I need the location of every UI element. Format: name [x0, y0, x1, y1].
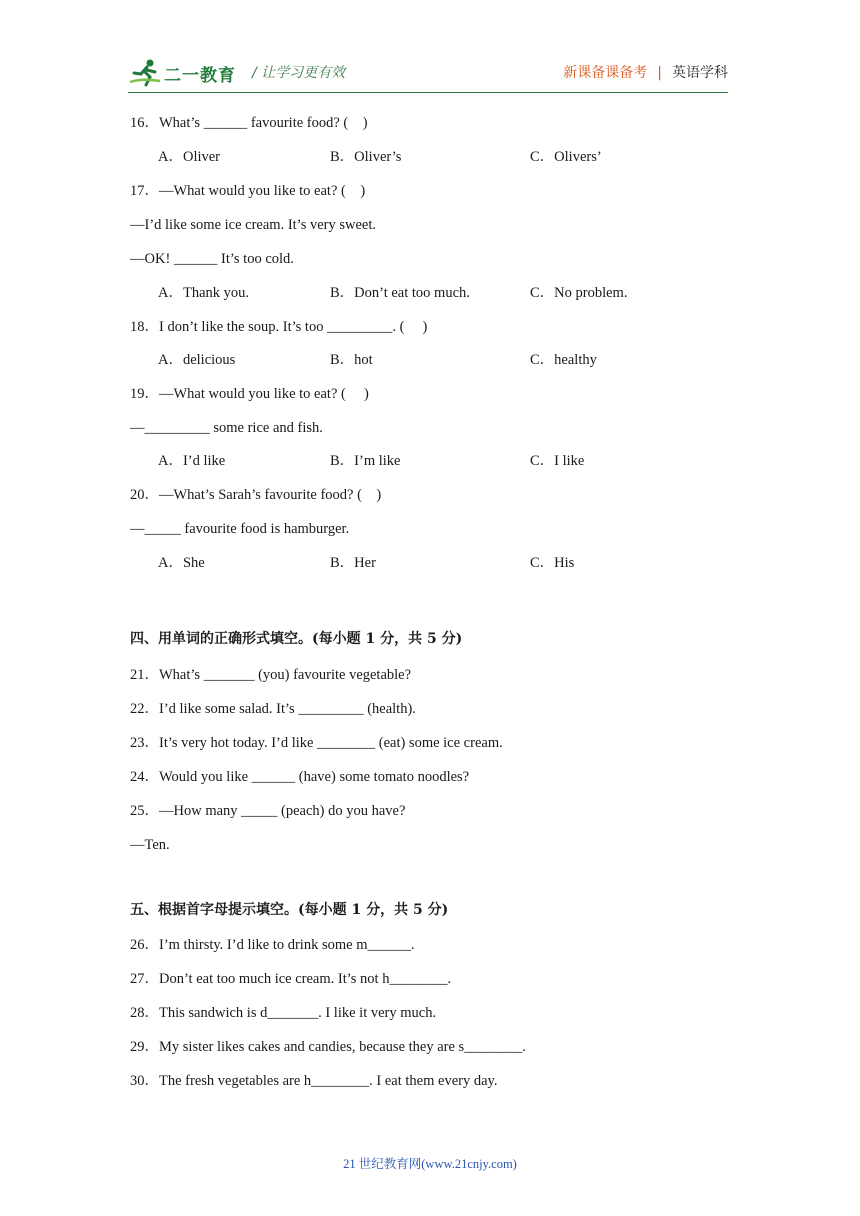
question-20-line-2: —_____ favourite food is hamburger. [130, 521, 350, 537]
q18-option-a: A．delicious [158, 352, 236, 368]
header-right [563, 62, 728, 82]
q17-option-c: C．No problem. [530, 285, 628, 301]
question-30: 30．The fresh vegetables are h________. I eat them every day. [130, 1073, 498, 1089]
question-19-line-2: —_________ some rice and fish. [130, 420, 323, 436]
page-header [128, 56, 728, 92]
question-29: 29．My sister likes cakes and candies, because they are s________. [130, 1039, 526, 1055]
header-separator: | [657, 65, 662, 81]
q20-option-c: C．His [530, 555, 575, 571]
question-23: 23．It’s very hot today. I’d like ________ (eat) some ice cream. [130, 735, 503, 751]
q16-option-c: C．Olivers’ [530, 149, 602, 165]
header-tag-prep: 新课备课备考 [563, 65, 648, 81]
slogan: / 让学习更有效 [252, 65, 346, 81]
question-27: 27．Don’t eat too much ice cream. It’s not h________. [130, 971, 452, 987]
q16-option-b: B．Oliver’s [330, 149, 402, 165]
question-17: 17．—What would you like to eat? ( ) [130, 183, 366, 199]
question-17-line-3: —OK! ______ It’s too cold. [130, 251, 294, 267]
q19-option-a: A．I’d like [158, 453, 226, 469]
q17-option-a: A．Thank you. [158, 285, 250, 301]
question-19: 19．—What would you like to eat? ( ) [130, 386, 369, 402]
logo-text: 二一教育 [164, 65, 236, 86]
q19-option-b: B．I’m like [330, 453, 401, 469]
q16-option-a: A．Oliver [158, 149, 221, 165]
runner-logo-icon [128, 58, 162, 88]
question-22: 22．I’d like some salad. It’s _________ (health). [130, 701, 416, 717]
question-26: 26．I’m thirsty. I’d like to drink some m______. [130, 937, 415, 953]
question-24: 24．Would you like ______ (have) some tomato noodles? [130, 769, 470, 785]
question-25: 25．—How many _____ (peach) do you have? [130, 803, 406, 819]
q17-option-b: B．Don’t eat too much. [330, 285, 470, 301]
question-21: 21．What’s _______ (you) favourite vegetable? [130, 667, 412, 683]
page-footer: 21 世纪教育网(www.21cnjy.com) [343, 1157, 517, 1171]
q20-option-a: A．She [158, 555, 205, 571]
question-17-line-2: —I’d like some ice cream. It’s very sweet. [130, 217, 377, 233]
section-4-title: 四、用单词的正确形式填空。(每小题 1 分，共 5 分) [130, 631, 463, 647]
question-20: 20．—What’s Sarah’s favourite food? ( ) [130, 487, 382, 503]
section-5-title: 五、根据首字母提示填空。(每小题 1 分，共 5 分) [130, 902, 449, 918]
question-16: 16．What’s ______ favourite food? ( ) [130, 115, 368, 131]
logo [128, 56, 236, 90]
header-divider [128, 92, 728, 93]
question-25-line-2: —Ten. [130, 837, 170, 853]
q18-option-c: C．healthy [530, 352, 597, 368]
q20-option-b: B．Her [330, 555, 376, 571]
header-subject: 英语学科 [672, 65, 728, 81]
q18-option-b: B．hot [330, 352, 373, 368]
question-28: 28．This sandwich is d_______. I like it very much. [130, 1005, 437, 1021]
question-18: 18．I don’t like the soup. It’s too _________. ( ) [130, 319, 428, 335]
q19-option-c: C．I like [530, 453, 585, 469]
